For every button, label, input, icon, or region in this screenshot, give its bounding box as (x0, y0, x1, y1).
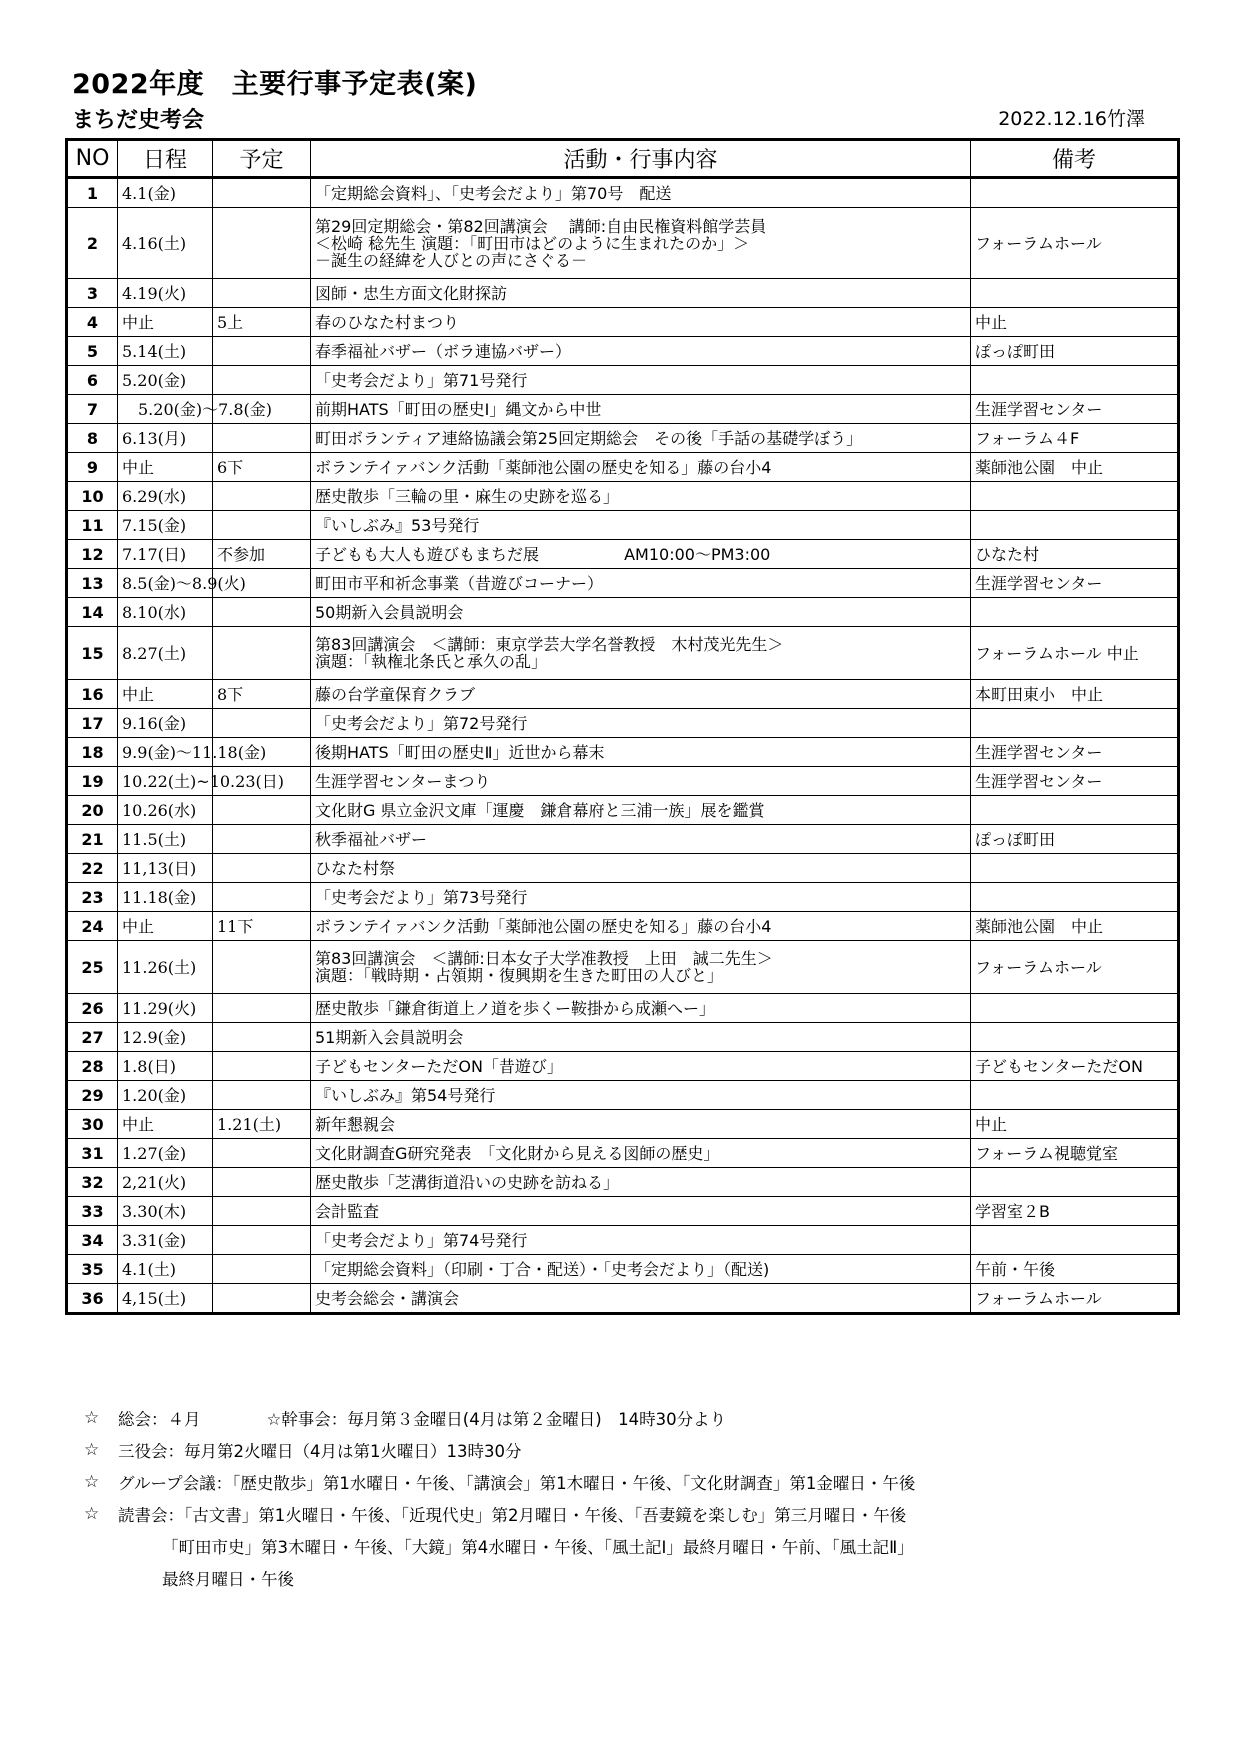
row-number: 30 (67, 1110, 118, 1139)
row-activity: 「史考会だより」第74号発行 (311, 1226, 971, 1255)
row-date: 3.30(木) (118, 1197, 213, 1226)
row-number: 9 (67, 453, 118, 482)
row-date: 11.5(土) (118, 825, 213, 854)
table-row (67, 1052, 1179, 1081)
row-date: 4.1(土) (118, 1255, 213, 1284)
row-date: 5.20(金)～7.8(金) (118, 395, 213, 424)
table-row (67, 1255, 1179, 1284)
footnotes (84, 1402, 1184, 1594)
row-date: 12.9(金) (118, 1023, 213, 1052)
star-icon: ☆ (84, 1408, 100, 1428)
row-activity: 図師・忠生方面文化財探訪 (311, 279, 971, 308)
row-plan (213, 883, 311, 912)
row-date: 11.26(土) (118, 941, 213, 994)
document-date: 2022.12.16竹澤 (998, 108, 1145, 130)
row-number: 18 (67, 738, 118, 767)
row-activity: 町田ボランティア連絡協議会第25回定期総会 その後「手話の基礎学ぼう」 (311, 424, 971, 453)
table-row (67, 941, 1179, 994)
row-note: 生涯学習センター (971, 569, 1179, 598)
row-number: 33 (67, 1197, 118, 1226)
row-plan (213, 178, 311, 208)
table-row (67, 598, 1179, 627)
row-note: フォーラムホール (971, 208, 1179, 279)
row-date: 11.29(火) (118, 994, 213, 1023)
row-activity: 「史考会だより」第72号発行 (311, 709, 971, 738)
row-note (971, 511, 1179, 540)
table-row (67, 627, 1179, 680)
table-row (67, 680, 1179, 709)
row-plan (213, 208, 311, 279)
row-date: 中止 (118, 453, 213, 482)
table-row (67, 395, 1179, 424)
row-plan: 5上 (213, 308, 311, 337)
row-plan (213, 337, 311, 366)
row-activity: 後期HATS「町田の歴史Ⅱ」近世から幕末 (311, 738, 971, 767)
footnote-line (84, 1434, 1184, 1466)
row-activity: ボランテイァバンク活動「薬師池公園の歴史を知る」藤の台小4 (311, 453, 971, 482)
table-row (67, 854, 1179, 883)
row-note: 生涯学習センター (971, 767, 1179, 796)
row-plan (213, 482, 311, 511)
schedule-body (67, 178, 1179, 1314)
footnote-text: 総会：４月 ☆幹事会：毎月第３金曜日(4月は第２金曜日) 14時30分より (118, 1410, 727, 1429)
row-date: 11.18(金) (118, 883, 213, 912)
row-activity: 「定期総会資料」、「史考会だより」第70号 配送 (311, 178, 971, 208)
row-plan: 8下 (213, 680, 311, 709)
row-activity: 「定期総会資料」（印刷・丁合・配送）・「史考会だより」（配送) (311, 1255, 971, 1284)
row-plan (213, 366, 311, 395)
table-row (67, 1139, 1179, 1168)
row-number: 23 (67, 883, 118, 912)
row-note (971, 994, 1179, 1023)
table-row (67, 1168, 1179, 1197)
row-date: 5.14(土) (118, 337, 213, 366)
row-plan (213, 1139, 311, 1168)
row-date: 9.9(金)～11.18(金) (118, 738, 213, 767)
row-date: 中止 (118, 308, 213, 337)
footnote-line (84, 1530, 1184, 1562)
page-title: 2022年度 主要行事予定表(案) (72, 69, 478, 100)
row-note: ぽっぽ町田 (971, 337, 1179, 366)
row-number: 3 (67, 279, 118, 308)
row-activity: 春のひなた村まつり (311, 308, 971, 337)
row-activity: 「史考会だより」第73号発行 (311, 883, 971, 912)
footnote-text: 最終月曜日・午後 (162, 1570, 294, 1589)
row-plan (213, 1023, 311, 1052)
row-date: 9.16(金) (118, 709, 213, 738)
row-activity: 子どもも大人も遊びもまちだ展 AM10:00～PM3:00 (311, 540, 971, 569)
row-number: 12 (67, 540, 118, 569)
table-row (67, 569, 1179, 598)
row-note: フォーラム視聴覚室 (971, 1139, 1179, 1168)
row-date: 6.29(水) (118, 482, 213, 511)
row-number: 20 (67, 796, 118, 825)
row-note (971, 1023, 1179, 1052)
footnote-line (84, 1402, 1184, 1434)
row-date: 5.20(金) (118, 366, 213, 395)
footnote-line (84, 1562, 1184, 1594)
row-date: 4.19(火) (118, 279, 213, 308)
row-note: 中止 (971, 1110, 1179, 1139)
row-date: 1.27(金) (118, 1139, 213, 1168)
row-activity: 『いしぶみ』53号発行 (311, 511, 971, 540)
row-note (971, 366, 1179, 395)
table-row (67, 279, 1179, 308)
row-plan (213, 1052, 311, 1081)
star-icon: ☆ (84, 1440, 100, 1460)
row-activity: 第29回定期総会・第82回講演会 講師:自由民権資料館学芸員 ＜松崎 稔先生 演題：「町田市はどのように生まれたのか」＞ －誕生の経緯を人びとの声にさぐる－ (311, 208, 971, 279)
row-activity: 生涯学習センターまつり (311, 767, 971, 796)
row-note (971, 883, 1179, 912)
row-note (971, 178, 1179, 208)
table-row (67, 709, 1179, 738)
row-activity: 歴史散歩「鎌倉街道上ノ道を歩くー鞍掛から成瀬へー」 (311, 994, 971, 1023)
column-header-no: NO (67, 140, 118, 178)
row-note: 本町田東小 中止 (971, 680, 1179, 709)
row-number: 22 (67, 854, 118, 883)
column-header-date: 日程 (118, 140, 213, 178)
row-date: 4,15(土) (118, 1284, 213, 1314)
row-plan (213, 1284, 311, 1314)
row-activity: 51期新入会員説明会 (311, 1023, 971, 1052)
row-number: 29 (67, 1081, 118, 1110)
footnote-text: 読書会：「古文書」第1火曜日・午後、「近現代史」第2月曜日・午後、「吾妻鏡を楽しむ」第三月曜日・午後 (118, 1506, 907, 1525)
row-note: 中止 (971, 308, 1179, 337)
row-note: フォーラム４F (971, 424, 1179, 453)
row-date: 4.16(土) (118, 208, 213, 279)
row-plan (213, 627, 311, 680)
row-note: 生涯学習センター (971, 738, 1179, 767)
table-row (67, 738, 1179, 767)
row-number: 5 (67, 337, 118, 366)
table-row (67, 912, 1179, 941)
row-activity: 歴史散歩「三輪の里・麻生の史跡を巡る」 (311, 482, 971, 511)
row-number: 25 (67, 941, 118, 994)
row-plan (213, 994, 311, 1023)
table-row (67, 883, 1179, 912)
organization-name: まちだ史考会 (72, 108, 205, 133)
row-note (971, 1168, 1179, 1197)
row-activity: 町田市平和祈念事業（昔遊びコーナー） (311, 569, 971, 598)
row-activity: 会計監査 (311, 1197, 971, 1226)
row-date: 中止 (118, 680, 213, 709)
row-plan (213, 1081, 311, 1110)
row-activity: 「史考会だより」第71号発行 (311, 366, 971, 395)
row-plan (213, 279, 311, 308)
table-row (67, 796, 1179, 825)
row-note: フォーラムホール 中止 (971, 627, 1179, 680)
row-date: 中止 (118, 1110, 213, 1139)
row-activity: 史考会総会・講演会 (311, 1284, 971, 1314)
row-plan: 11下 (213, 912, 311, 941)
table-row (67, 1023, 1179, 1052)
row-activity: 文化財G 県立金沢文庫「運慶 鎌倉幕府と三浦一族」展を鑑賞 (311, 796, 971, 825)
row-number: 13 (67, 569, 118, 598)
table-header-row (67, 140, 1179, 178)
row-number: 14 (67, 598, 118, 627)
row-date: 6.13(月) (118, 424, 213, 453)
row-note: 生涯学習センター (971, 395, 1179, 424)
row-plan (213, 598, 311, 627)
row-date: 中止 (118, 912, 213, 941)
row-number: 32 (67, 1168, 118, 1197)
row-activity: 子どもセンターただON「昔遊び」 (311, 1052, 971, 1081)
column-header-activity: 活動・行事内容 (311, 140, 971, 178)
star-icon: ☆ (84, 1472, 100, 1492)
row-note: 薬師池公園 中止 (971, 453, 1179, 482)
row-plan (213, 424, 311, 453)
row-number: 27 (67, 1023, 118, 1052)
schedule-table (65, 138, 1180, 1315)
row-note (971, 796, 1179, 825)
row-date: 1.20(金) (118, 1081, 213, 1110)
row-activity: ひなた村祭 (311, 854, 971, 883)
row-date: 10.22(土)~10.23(日) (118, 767, 213, 796)
row-plan (213, 854, 311, 883)
table-row (67, 1081, 1179, 1110)
table-row (67, 1197, 1179, 1226)
table-row (67, 424, 1179, 453)
row-activity: 50期新入会員説明会 (311, 598, 971, 627)
row-number: 36 (67, 1284, 118, 1314)
row-number: 10 (67, 482, 118, 511)
row-number: 35 (67, 1255, 118, 1284)
row-plan: 6下 (213, 453, 311, 482)
footnote-text: 「町田市史」第3木曜日・午後、「大鏡」第4水曜日・午後、「風土記Ⅰ」最終月曜日・午前、「風土記Ⅱ」 (162, 1538, 914, 1557)
row-date: 7.17(日) (118, 540, 213, 569)
row-date: 1.8(日) (118, 1052, 213, 1081)
row-activity: 第83回講演会 ＜講師：東京学芸大学名誉教授 木村茂光先生＞ 演題：「執権北条氏と承久の乱」 (311, 627, 971, 680)
row-note: 学習室２B (971, 1197, 1179, 1226)
row-number: 17 (67, 709, 118, 738)
table-row (67, 337, 1179, 366)
row-note (971, 709, 1179, 738)
table-row (67, 178, 1179, 208)
row-number: 16 (67, 680, 118, 709)
footnote-text: グループ会議：「歴史散歩」第1水曜日・午後、「講演会」第1木曜日・午後、「文化財調査」第1金曜日・午後 (118, 1474, 916, 1493)
row-note: 子どもセンターただON (971, 1052, 1179, 1081)
row-note: フォーラムホール (971, 941, 1179, 994)
footnote-line (84, 1498, 1184, 1530)
row-note (971, 279, 1179, 308)
footnote-line (84, 1466, 1184, 1498)
row-activity: 第83回講演会 ＜講師:日本女子大学准教授 上田 誠二先生＞ 演題：「戦時期・占領期・復興期を生きた町田の人びと」 (311, 941, 971, 994)
row-note: 午前・午後 (971, 1255, 1179, 1284)
table-row (67, 1226, 1179, 1255)
row-number: 2 (67, 208, 118, 279)
footnote-text: 三役会：毎月第2火曜日（4月は第1火曜日）13時30分 (118, 1442, 522, 1461)
row-note (971, 482, 1179, 511)
table-row (67, 1284, 1179, 1314)
row-date: 2,21(火) (118, 1168, 213, 1197)
row-note: ぽっぽ町田 (971, 825, 1179, 854)
row-number: 26 (67, 994, 118, 1023)
row-plan (213, 511, 311, 540)
row-date: 8.27(土) (118, 627, 213, 680)
row-plan (213, 825, 311, 854)
row-activity: 春季福祉バザー（ボラ連協バザー） (311, 337, 971, 366)
table-row (67, 308, 1179, 337)
row-date: 10.26(水) (118, 796, 213, 825)
row-activity: 秋季福祉バザー (311, 825, 971, 854)
table-row (67, 511, 1179, 540)
row-number: 28 (67, 1052, 118, 1081)
row-date: 3.31(金) (118, 1226, 213, 1255)
row-note (971, 1226, 1179, 1255)
table-row (67, 994, 1179, 1023)
row-number: 6 (67, 366, 118, 395)
star-icon: ☆ (84, 1504, 100, 1524)
row-note (971, 1081, 1179, 1110)
row-number: 4 (67, 308, 118, 337)
row-plan: 1.21(土) (213, 1110, 311, 1139)
row-plan (213, 796, 311, 825)
row-plan: 不参加 (213, 540, 311, 569)
table-row (67, 453, 1179, 482)
row-plan (213, 1168, 311, 1197)
row-number: 34 (67, 1226, 118, 1255)
row-note: フォーラムホール (971, 1284, 1179, 1314)
row-number: 24 (67, 912, 118, 941)
column-header-plan: 予定 (213, 140, 311, 178)
row-activity: 藤の台学童保育クラブ (311, 680, 971, 709)
row-plan (213, 941, 311, 994)
row-activity: 歴史散歩「芝溝街道沿いの史跡を訪ねる」 (311, 1168, 971, 1197)
row-note (971, 854, 1179, 883)
row-number: 19 (67, 767, 118, 796)
row-number: 11 (67, 511, 118, 540)
row-plan (213, 709, 311, 738)
table-row (67, 366, 1179, 395)
table-row (67, 825, 1179, 854)
row-number: 15 (67, 627, 118, 680)
table-row (67, 540, 1179, 569)
row-activity: 前期HATS「町田の歴史Ⅰ」縄文から中世 (311, 395, 971, 424)
row-date: 11,13(日) (118, 854, 213, 883)
row-number: 1 (67, 178, 118, 208)
row-note: ひなた村 (971, 540, 1179, 569)
row-number: 21 (67, 825, 118, 854)
column-header-note: 備考 (971, 140, 1179, 178)
row-number: 8 (67, 424, 118, 453)
table-row (67, 767, 1179, 796)
table-row (67, 1110, 1179, 1139)
row-date: 8.10(水) (118, 598, 213, 627)
row-plan (213, 1197, 311, 1226)
row-activity: 『いしぶみ』第54号発行 (311, 1081, 971, 1110)
row-date: 7.15(金) (118, 511, 213, 540)
row-date: 4.1(金) (118, 178, 213, 208)
row-plan (213, 1255, 311, 1284)
row-activity: 新年懇親会 (311, 1110, 971, 1139)
row-date: 8.5(金)～8.9(火) (118, 569, 213, 598)
row-note (971, 598, 1179, 627)
row-number: 31 (67, 1139, 118, 1168)
row-plan (213, 1226, 311, 1255)
row-activity: ボランテイァバンク活動「薬師池公園の歴史を知る」藤の台小4 (311, 912, 971, 941)
table-row (67, 208, 1179, 279)
table-row (67, 482, 1179, 511)
row-number: 7 (67, 395, 118, 424)
row-activity: 文化財調査G研究発表 「文化財から見える図師の歴史」 (311, 1139, 971, 1168)
row-note: 薬師池公園 中止 (971, 912, 1179, 941)
